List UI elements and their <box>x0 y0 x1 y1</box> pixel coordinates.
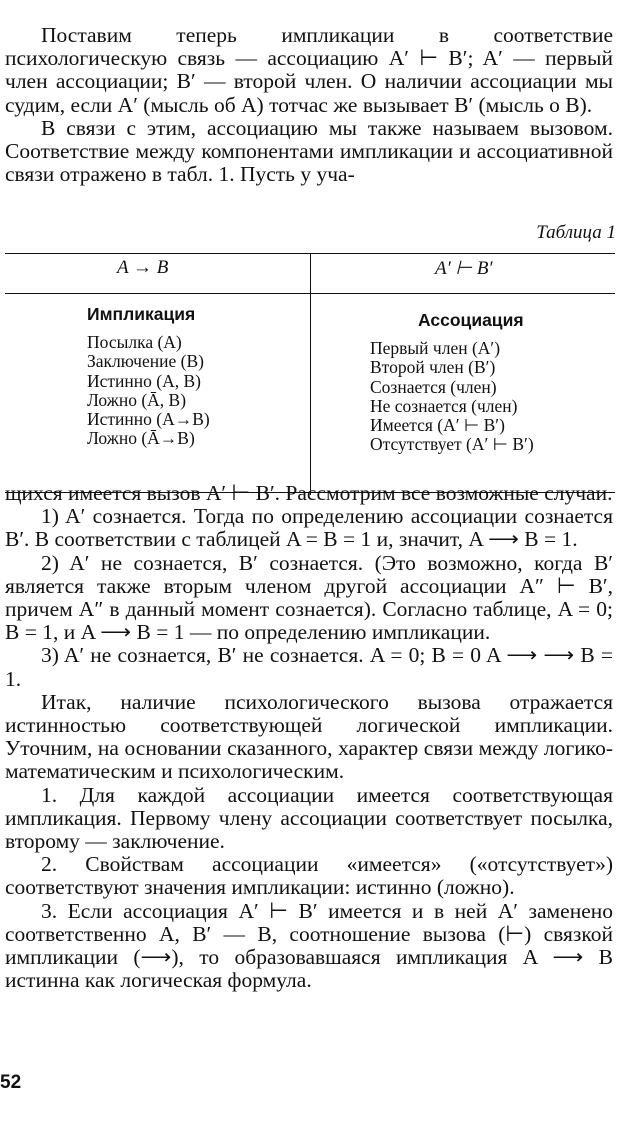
table-cell: Заключение (B) <box>87 351 204 372</box>
table-caption: Таблица 1 <box>536 222 616 243</box>
table-cell: Истинно (A, B) <box>87 370 201 391</box>
paragraph-1: Поставим теперь импликации в соответствие психологическую связь — ассоциацию A′ ⊢ B′; A′ — первый член ассоциации; B′ — второй член. О наличии ассоциации мы судим, если A′ (мысль об A) тотчас же вызывает B′ (мысль о B). <box>5 23 613 117</box>
table-cell: Ложно (Ā, B) <box>87 389 187 410</box>
page-number: 52 <box>0 1072 22 1093</box>
table-cell: Отсутствует (A′ ⊢ B′) <box>370 434 534 455</box>
column-implication <box>87 305 210 448</box>
table-cell: Истинно (A→B) <box>87 409 210 430</box>
page-text-bottom <box>5 482 613 992</box>
header-association: A′ ⊢ B′ <box>435 258 493 279</box>
point-1: 1. Для каждой ассоциации имеется соответствующая импликация. Первому члену ассоциации соответствует посылка, второму — заключение. <box>5 782 613 854</box>
table-1 <box>5 253 615 495</box>
table-cell: Сознается (член) <box>370 376 497 397</box>
column-title: Импликация <box>87 304 196 324</box>
table-cell: Посылка (A) <box>87 332 182 353</box>
column-association <box>370 311 534 454</box>
case-3: 3) A′ не сознается, B′ не сознается. A = 0; B = 0 A ⟶ ⟶ B = 1. <box>5 643 613 691</box>
table-cell: Первый член (A′) <box>370 338 501 359</box>
point-3: 3. Если ассоциация A′ ⊢ B′ имеется и в ней A′ заменено соответственно A, B′ — B, соотношение вызова (⊢) связкой импликации (⟶), то образовавшаяся импликация A ⟶ B истинна как логическая формула. <box>5 898 613 993</box>
table-cell: Ложно (Ā→B) <box>87 428 195 449</box>
point-2: 2. Свойствам ассоциации «имеется» («отсутствует») соответствуют значения импликации: истинно (ложно). <box>5 852 613 900</box>
paragraph-continuation: щихся имеется вызов A′ ⊢ B′. Рассмотрим все возможные случаи. <box>5 481 613 505</box>
paragraph-2: В связи с этим, ассоциацию мы также называем вызовом. Соответствие между компонентами импликации и ассоциативной связи отражено в табл. 1. Пусть у уча- <box>5 115 613 187</box>
summary-paragraph: Итак, наличие психологического вызова отражается истинностью соответствующей логической импликации. Уточним, на основании сказанного, характер связи между логико-математическим и психологическим. <box>5 689 613 784</box>
case-1: 1) A′ сознается. Тогда по определению ассоциации сознается B′. В соответствии с таблицей A = B = 1 и, значит, A ⟶ B = 1. <box>5 504 613 552</box>
table-cell: Второй член (B′) <box>370 357 496 378</box>
table-cell: Имеется (A′ ⊢ B′) <box>370 415 505 436</box>
header-implication: A → B <box>117 257 169 278</box>
case-2: 2) A′ не сознается, B′ сознается. (Это возможно, когда B′ является также вторым членом другой ассоциации A″ ⊢ B′, причем A″ в данный момент сознается). Согласно таблице, A = 0; B = 1, и A ⟶ B = 1 — по определению импликации. <box>5 550 613 645</box>
table-column-divider <box>310 253 311 495</box>
column-title: Ассоциация <box>418 310 524 330</box>
page-text-top <box>5 24 613 186</box>
table-cell: Не сознается (член) <box>370 395 518 416</box>
